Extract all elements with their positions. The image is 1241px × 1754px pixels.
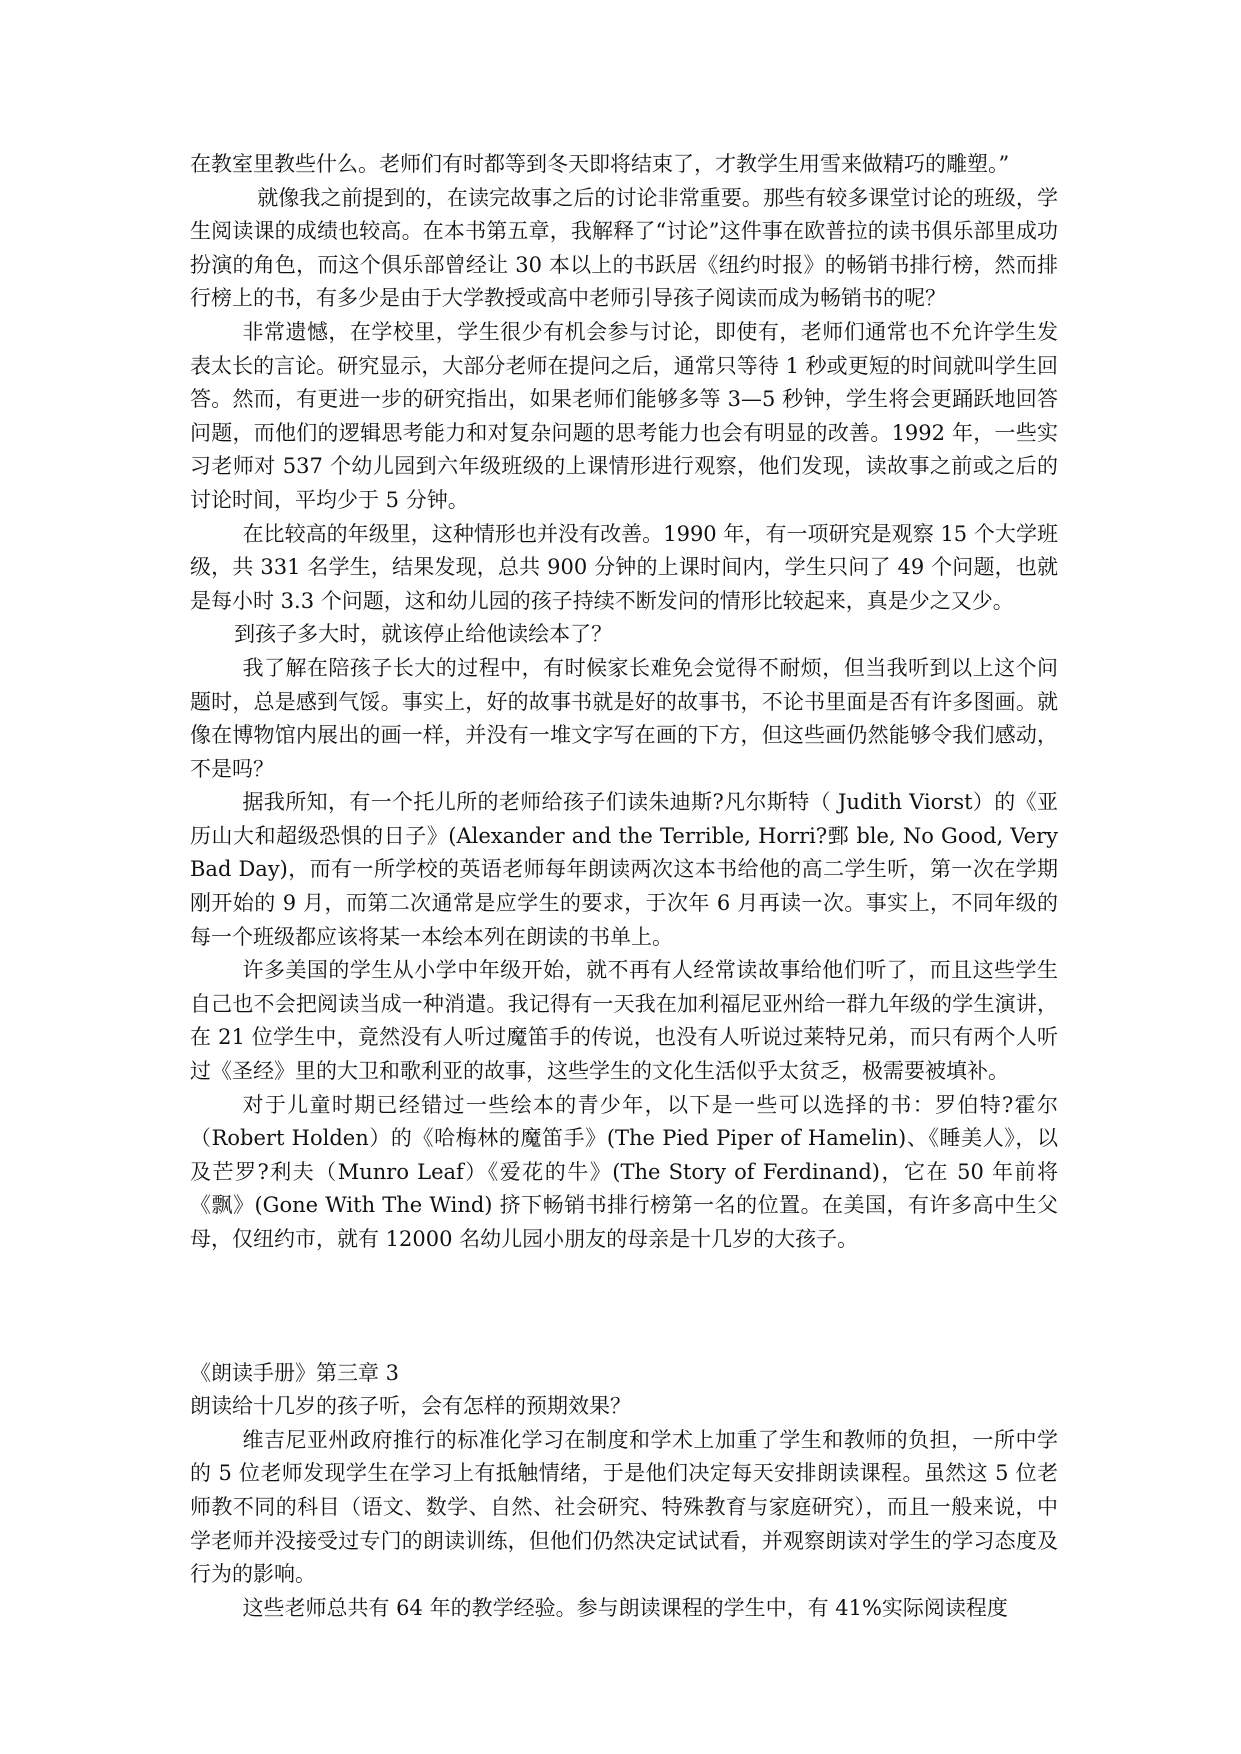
- paragraph-book-recommendations: 对于儿童时期已经错过一些绘本的青少年，以下是一些可以选择的书：罗伯特?霍尔（Robert Holden）的《哈梅林的魔笛手》(The Pied Piper of Hamelin)、《睡美人》，以及芒罗?利夫（Munro Leaf）《爱花的牛》(The Story of Ferdinand)，它在 50 年前将《飘》(Gone With The Wind) 挤下畅销书排行榜第一名的位置。在美国，有许多高中生父母，仅纽约市，就有 12000 名幼儿园小朋友的母亲是十几岁的大孩子。: [190, 1092, 1058, 1251]
- paragraph-discussion-importance: 就像我之前提到的，在读完故事之后的讨论非常重要。那些有较多课堂讨论的班级，学生阅读课的成绩也较高。在本书第五章，我解释了“讨论”这件事在欧普拉的读书俱乐部里成功扮演的角色，而这个俱乐部曾经让 30 本以上的书跃居《纽约时报》的畅销书排行榜，然而排行榜上的书，有多少是由于大学教授或高中老师引导孩子阅读而成为畅销书的呢？: [190, 185, 1058, 311]
- paragraph-american-students: 许多美国的学生从小学中年级开始，就不再有人经常读故事给他们听了，而且这些学生自己也不会把阅读当成一种消遣。我记得有一天我在加利福尼亚州给一群九年级的学生演讲，在 21 位学生中，竟然没有人听过魔笛手的传说，也没有人听说过莱特兄弟，而只有两个人听过《圣经》里的大卫和歌利亚的故事，这些学生的文化生活似乎太贫乏，极需要被填补。: [190, 958, 1058, 1084]
- document-page: [190, 148, 1058, 1625]
- section-gap: [190, 1257, 1058, 1357]
- paragraph-teaching-experience: 这些老师总共有 64 年的教学经验。参与朗读课程的学生中，有 41%实际阅读程度: [242, 1595, 1008, 1620]
- paragraph-virginia-teachers: 维吉尼亚州政府推行的标准化学习在制度和学术上加重了学生和教师的负担，一所中学的 5 位老师发现学生在学习上有抵触情绪，于是他们决定每天安排朗读课程。虽然这 5 位老师教不同的科目（语文、数学、自然、社会研究、特殊教育与家庭研究），而且一般来说，中学老师并没接受过专门的朗读训练，但他们仍然决定试试看，并观察朗读对学生的学习态度及行为的影响。: [190, 1427, 1058, 1587]
- section-question-picture-books: 到孩子多大时，就该停止给他读绘本了？: [234, 622, 613, 647]
- paragraph-higher-grades: 在比较高的年级里，这种情形也并没有改善。1990 年，有一项研究是观察 15 个大学班级，共 331 名学生，结果发现，总共 900 分钟的上课时间内，学生只问了 49 个问题，也就是每小时 3.3 个问题，这和幼儿园的孩子持续不断发问的情形比较起来，真是少之又少。: [190, 521, 1058, 613]
- paragraph-continuation: 在教室里教些什么。老师们有时都等到冬天即将结束了，才教学生用雪来做精巧的雕塑。”: [190, 152, 1010, 176]
- paragraph-alexander-book: 据我所知，有一个托儿所的老师给孩子们读朱迪斯?凡尔斯特（ Judith Viorst）的《亚历山大和超级恐惧的日子》(Alexander and the Terrible, Horri?鄄 ble, No Good, Very Bad Day)，而有一所学校的英语老师每年朗读两次这本书给他的高二学生听，第一次在学期刚开始的 9 月，而第二次通常是应学生的要求，于次年 6 月再读一次。事实上，不同年级的每一个班级都应该将某一本绘本列在朗读的书单上。: [190, 790, 1058, 949]
- paragraph-wait-time-research: 非常遗憾，在学校里，学生很少有机会参与讨论，即使有，老师们通常也不允许学生发表太长的言论。研究显示，大部分老师在提问之后，通常只等待 1 秒或更短的时间就叫学生回答。然而，有更进一步的研究指出，如果老师们能够多等 3—5 秒钟，学生将会更踊跃地回答问题，而他们的逻辑思考能力和对复杂问题的思考能力也会有明显的改善。1992 年，一些实习老师对 537 个幼儿园到六年级班级的上课情形进行观察，他们发现，读故事之前或之后的讨论时间，平均少于 5 分钟。: [190, 319, 1058, 512]
- paragraph-good-story-books: 我了解在陪孩子长大的过程中，有时候家长难免会觉得不耐烦，但当我听到以上这个问题时，总是感到气馁。事实上，好的故事书就是好的故事书，不论书里面是否有许多图画。就像在博物馆内展出的画一样，并没有一堆文字写在画的下方，但这些画仍然能够令我们感动，不是吗？: [190, 655, 1058, 781]
- chapter-heading: 《朗读手册》第三章 3: [190, 1360, 400, 1385]
- chapter-question: 朗读给十几岁的孩子听，会有怎样的预期效果？: [190, 1394, 631, 1419]
